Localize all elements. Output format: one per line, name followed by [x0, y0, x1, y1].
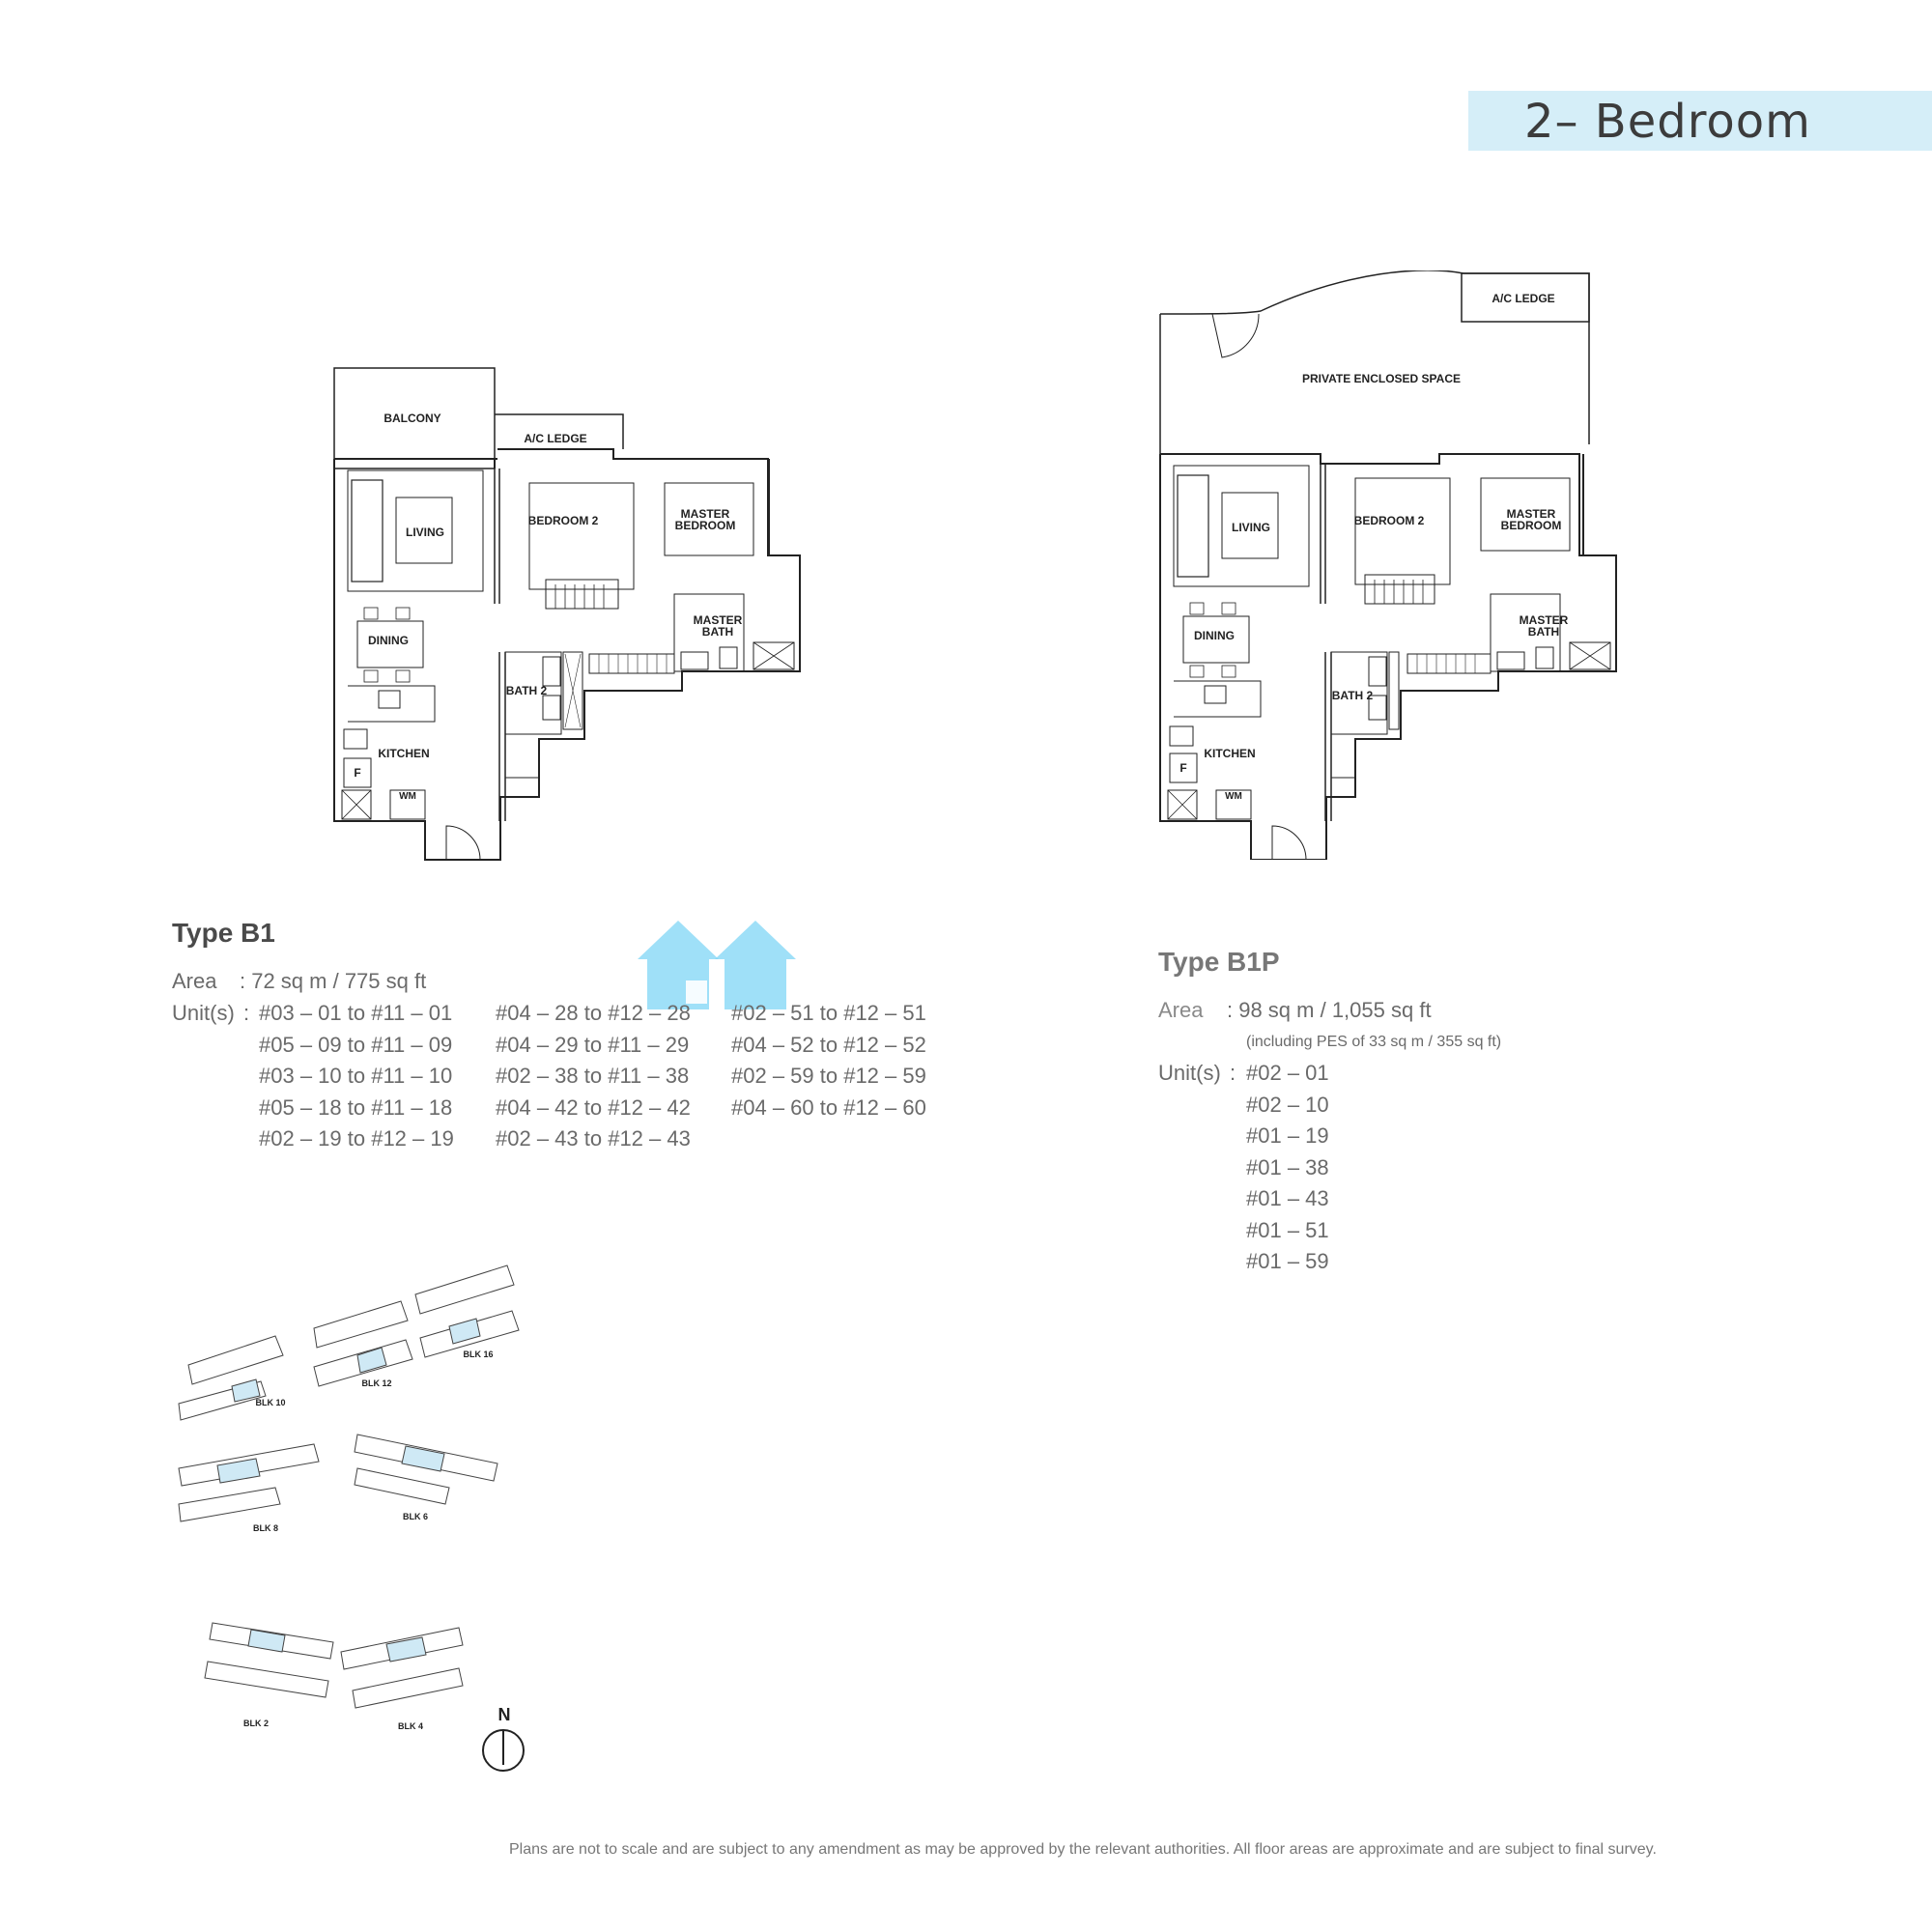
unit-number: #01 – 43 [1246, 1186, 1329, 1210]
dining-label: DINING [1194, 629, 1235, 642]
block-4-diagram [341, 1628, 463, 1731]
north-arrow-icon [477, 1705, 531, 1782]
master-bath-label-2: BATH [701, 625, 734, 639]
wm-label: WM [1225, 791, 1242, 802]
master-bedroom-label-2: BEDROOM [1500, 519, 1562, 532]
dining-label: DINING [368, 634, 409, 647]
unit-range: #02 – 19 to #12 – 19 [259, 1126, 454, 1151]
master-bath-label-2: BATH [1527, 625, 1560, 639]
ac-ledge-label: A/C LEDGE [1492, 292, 1555, 305]
bath2-label: BATH 2 [1331, 689, 1374, 702]
disclaimer-text: Plans are not to scale and are subject to any amendment as may be approved by the relevant authorities. All floor areas are approximate and are subject to final survey. [509, 1841, 1657, 1858]
unit-number: #01 – 19 [1246, 1123, 1329, 1148]
living-label: LIVING [1231, 521, 1271, 534]
blk-12-label: BLK 12 [361, 1378, 392, 1388]
unit-range: #03 – 01 to #11 – 01 [259, 1001, 453, 1025]
blk-10-label: BLK 10 [255, 1398, 286, 1407]
type-b1-units-label: Unit(s) [172, 1001, 235, 1025]
unit-number: #01 – 59 [1246, 1249, 1329, 1273]
kitchen-label: KITCHEN [1204, 747, 1256, 760]
block-8-diagram [179, 1444, 319, 1533]
wm-label: WM [399, 791, 416, 802]
unit-number: #01 – 38 [1246, 1154, 1329, 1179]
pes-label: PRIVATE ENCLOSED SPACE [1301, 372, 1462, 385]
type-b1-area-label: Area [172, 969, 217, 993]
balcony-label: BALCONY [384, 412, 441, 425]
bath2-label: BATH 2 [505, 684, 548, 697]
ac-ledge-label: A/C LEDGE [524, 432, 587, 445]
master-bedroom-label: MASTER [680, 507, 730, 521]
type-b1p-area-label: Area [1158, 998, 1204, 1022]
unit-number: #02 – 10 [1246, 1092, 1329, 1117]
master-bath-label: MASTER [693, 613, 743, 627]
master-bath-label: MASTER [1519, 613, 1569, 627]
type-b1p-units-label: Unit(s) [1158, 1061, 1221, 1085]
block-2-diagram [205, 1623, 333, 1728]
unit-number: #01 – 51 [1246, 1217, 1329, 1242]
blk-16-label: BLK 16 [463, 1350, 494, 1359]
unit-range: #04 – 52 to #12 – 52 [731, 1032, 926, 1057]
unit-range: #04 – 42 to #12 – 42 [496, 1094, 691, 1120]
type-b1-units-colon: : [243, 1001, 250, 1025]
unit-range: #04 – 29 to #11 – 29 [496, 1032, 690, 1057]
blk-8-label: BLK 8 [252, 1523, 279, 1533]
floor-plan-b1 [328, 362, 811, 865]
block-16-diagram [415, 1265, 519, 1359]
fridge-label: F [354, 766, 361, 780]
type-b1-area-value: : 72 sq m / 775 sq ft [240, 969, 427, 993]
block-10-diagram [179, 1336, 286, 1420]
block-6-diagram [355, 1435, 497, 1521]
type-b1-units-column-3 [731, 998, 926, 1123]
type-b1p-title: Type B1P [1158, 947, 1280, 977]
site-plan-key [169, 1251, 546, 1758]
type-b1p-units-column [1246, 1058, 1329, 1278]
block-12-diagram [314, 1301, 412, 1388]
unit-range: #05 – 18 to #11 – 18 [259, 1094, 453, 1120]
bedroom2-label: BEDROOM 2 [527, 514, 599, 527]
unit-number: #02 – 01 [1246, 1061, 1329, 1085]
unit-range: #02 – 51 to #12 – 51 [731, 1001, 926, 1025]
unit-range: #03 – 10 to #11 – 10 [259, 1064, 453, 1088]
unit-range: #04 – 60 to #12 – 60 [731, 1094, 926, 1120]
master-bedroom-label-2: BEDROOM [674, 519, 736, 532]
kitchen-label: KITCHEN [378, 747, 430, 760]
unit-range: #02 – 38 to #11 – 38 [496, 1064, 690, 1088]
type-b1p-units-colon: : [1230, 1061, 1236, 1085]
blk-2-label: BLK 2 [242, 1719, 270, 1728]
type-b1-units-column-1 [259, 998, 454, 1155]
unit-range: #04 – 28 to #12 – 28 [496, 1001, 691, 1025]
north-label: N [497, 1705, 511, 1724]
fridge-label: F [1179, 761, 1187, 775]
bedroom2-label: BEDROOM 2 [1353, 514, 1425, 527]
unit-range: #02 – 59 to #12 – 59 [731, 1064, 926, 1088]
blk-4-label: BLK 4 [397, 1721, 424, 1731]
type-b1p-area-value: : 98 sq m / 1,055 sq ft [1227, 998, 1432, 1022]
living-label: LIVING [405, 526, 445, 539]
master-bedroom-label: MASTER [1506, 507, 1556, 521]
blk-6-label: BLK 6 [402, 1512, 429, 1521]
page-title: 2– Bedroom [1524, 95, 1811, 149]
type-b1p-area-note: (including PES of 33 sq m / 355 sq ft) [1246, 1034, 1502, 1050]
unit-range: #05 – 09 to #11 – 09 [259, 1032, 453, 1057]
type-b1-units-column-2 [496, 998, 691, 1155]
type-b1-title: Type B1 [172, 918, 275, 948]
floor-plan-b1p [1154, 270, 1618, 860]
unit-range: #02 – 43 to #12 – 43 [496, 1126, 691, 1151]
